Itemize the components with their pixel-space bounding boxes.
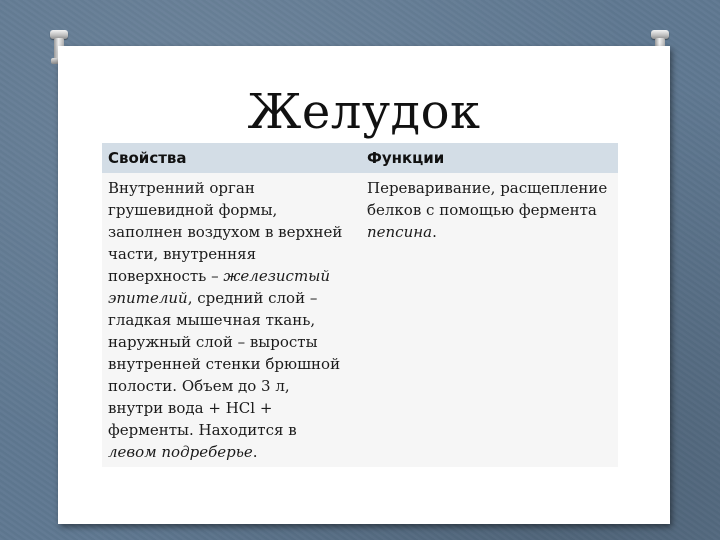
italic-term: пепсина xyxy=(366,223,433,241)
functions-line: Переваривание, расщепление xyxy=(366,179,608,197)
italic-term: железистый xyxy=(223,267,331,285)
properties-line: грушевидной формы, xyxy=(108,201,278,219)
table-header-row xyxy=(102,143,618,173)
slide-title: Желудок xyxy=(247,84,481,140)
properties-line: заполнен воздухом в верхней xyxy=(108,223,343,241)
properties-line: наружный слой – выросты xyxy=(108,333,318,351)
italic-term: левом подреберье xyxy=(108,443,253,461)
properties-line: ферменты. Находится в xyxy=(108,421,297,439)
table-row xyxy=(102,173,618,467)
properties-text: , средний слой – xyxy=(187,289,318,307)
properties-line: внутренней стенки брюшной xyxy=(108,355,341,373)
properties-line: Внутренний орган xyxy=(108,179,255,197)
properties-line: гладкая мышечная ткань, xyxy=(108,311,316,329)
properties-line xyxy=(108,441,361,463)
properties-text: поверхность – xyxy=(108,267,224,285)
functions-cell xyxy=(361,177,618,467)
header-functions: Функции xyxy=(366,149,445,167)
comparison-table xyxy=(102,143,618,467)
properties-line: внутри вода + HCl + xyxy=(108,399,273,417)
properties-line: полости. Объем до 3 л, xyxy=(108,377,290,395)
functions-line: белков с помощью фермента xyxy=(366,201,597,219)
functions-text: . xyxy=(432,223,437,241)
functions-line xyxy=(367,221,618,243)
header-properties: Свойства xyxy=(108,149,187,167)
italic-term: эпителий xyxy=(108,289,188,307)
properties-text: . xyxy=(252,443,258,461)
properties-line xyxy=(108,265,361,287)
properties-cell xyxy=(102,177,361,467)
properties-line: части, внутренняя xyxy=(108,245,257,263)
properties-line xyxy=(108,287,361,309)
slide-card xyxy=(58,46,670,524)
